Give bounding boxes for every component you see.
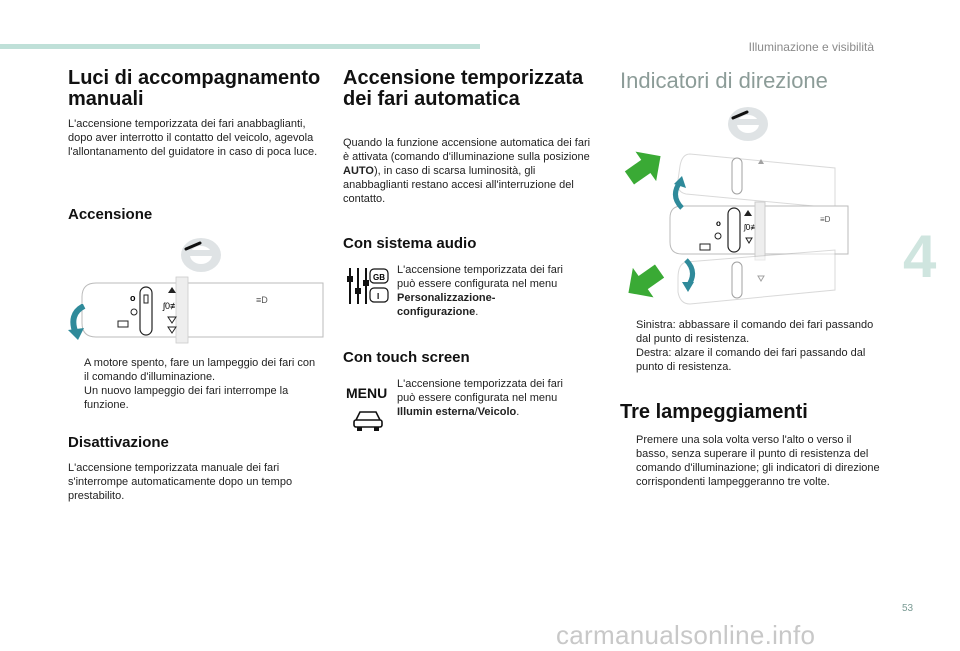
touch-menu-name: Veicolo: [477, 406, 517, 418]
touch-text-part: L'accensione temporizzata dei fari può essere configurata nel menu: [397, 378, 563, 404]
audio-menu-name: Personalizzazione-configurazione: [397, 292, 496, 318]
curved-arrow-icon: [680, 258, 700, 292]
bullet-text: Premere una sola volta verso l'alto o verso il basso, senza superare il punto di resistenza del comando d'illuminazione; gli indicatori di direzione corrispondenti lampeggeranno tre volte.: [636, 434, 880, 488]
svg-text:o: o: [716, 219, 721, 228]
bullet-marker: [68, 384, 84, 412]
disattivazione-text: L'accensione temporizzata manuale dei fari s'interrompe automaticamente dopo un tempo prestabilito.: [68, 462, 293, 502]
audio-text-part: .: [475, 306, 479, 318]
steering-wheel-icon: [725, 104, 771, 144]
list-item: [68, 384, 320, 412]
direction-arrow-icon: [621, 262, 667, 304]
section-title-direction: Indicatori di direzione: [620, 68, 828, 93]
chapter-number: 4: [903, 223, 937, 290]
audio-icon-label-gb: GB: [373, 273, 385, 282]
bullet-text: Destra: alzare il comando dei fari passando dal punto di resistenza.: [636, 347, 866, 373]
intro-text: Quando la funzione accensione automatica dei fari è attivata (comando d'illuminazione sulla posizione: [343, 137, 591, 163]
heading-audio: Con sistema audio: [343, 235, 477, 252]
page-number: 53: [902, 603, 914, 614]
audio-icon-label-i: I: [377, 292, 380, 301]
three-flashes-bullets: [620, 433, 882, 489]
bullet-marker: [620, 318, 636, 346]
touch-text-part: .: [516, 406, 520, 418]
direction-arrow-icon: [622, 147, 668, 189]
bullet-text: Un nuovo lampeggio dei fari interrompe la funzione.: [84, 385, 289, 411]
accensione-bullets: [68, 356, 320, 412]
steering-wheel-icon: [178, 235, 224, 275]
intro-bold: AUTO: [343, 165, 374, 177]
section-title-three-flashes: Tre lampeggiamenti: [620, 401, 808, 423]
bullet-text: Sinistra: abbassare il comando dei fari passando dal punto di resistenza.: [636, 319, 874, 345]
menu-label: MENU: [346, 385, 388, 401]
watermark: carmanualsonline.info: [556, 620, 816, 650]
svg-text:ʃ0≢: ʃ0≢: [744, 223, 759, 232]
auto-lights-intro: [343, 136, 598, 206]
curved-arrow-icon: [64, 304, 92, 342]
heading-accensione: Accensione: [68, 206, 153, 223]
svg-text:≡D: ≡D: [256, 295, 268, 305]
car-icon: [352, 408, 384, 432]
running-title: Illuminazione e visibilità: [748, 40, 874, 54]
list-item: [620, 433, 882, 489]
intro-text: ), in caso di scarsa luminosità, gli anabbaglianti restano accesi all'interruzione del contatto.: [343, 165, 574, 205]
curved-arrow-icon: [668, 176, 688, 210]
header-accent-bar: [0, 44, 480, 49]
svg-text:o: o: [130, 293, 136, 303]
manual-lights-intro: L'accensione temporizzata dei fari anabbaglianti, dopo aver interrotto il contatto del veicolo, agevola l'allontanamento del guidatore in caso di poca luce.: [68, 118, 318, 158]
svg-text:≡D: ≡D: [820, 215, 831, 224]
touch-text-part: /: [474, 406, 478, 418]
audio-text-part: L'accensione temporizzata dei fari può essere configurata nel menu: [397, 264, 563, 290]
list-item: [68, 356, 320, 384]
light-stalk-icon: [78, 275, 324, 345]
list-item: [620, 346, 882, 374]
section-title-manual-lights: Luci di accompagnamento manuali: [68, 67, 321, 110]
heading-touch-screen: Con touch screen: [343, 349, 470, 366]
list-item: [620, 318, 882, 346]
audio-text: [397, 263, 575, 319]
bullet-marker: [68, 356, 84, 384]
section-title-auto-lights: Accensione temporizzata dei fari automatica: [343, 67, 584, 110]
heading-disattivazione: Disattivazione: [68, 434, 169, 451]
direction-bullets: [620, 318, 882, 374]
bullet-text: A motore spento, fare un lampeggio dei fari con il comando d'illuminazione.: [84, 357, 316, 383]
svg-text:ʃ0≢: ʃ0≢: [163, 301, 180, 311]
bullet-marker: [620, 433, 636, 489]
audio-settings-icon: [346, 266, 392, 306]
touch-text: [397, 377, 579, 419]
bullet-marker: [620, 346, 636, 374]
touch-menu-name: Illumin esterna: [397, 406, 475, 418]
